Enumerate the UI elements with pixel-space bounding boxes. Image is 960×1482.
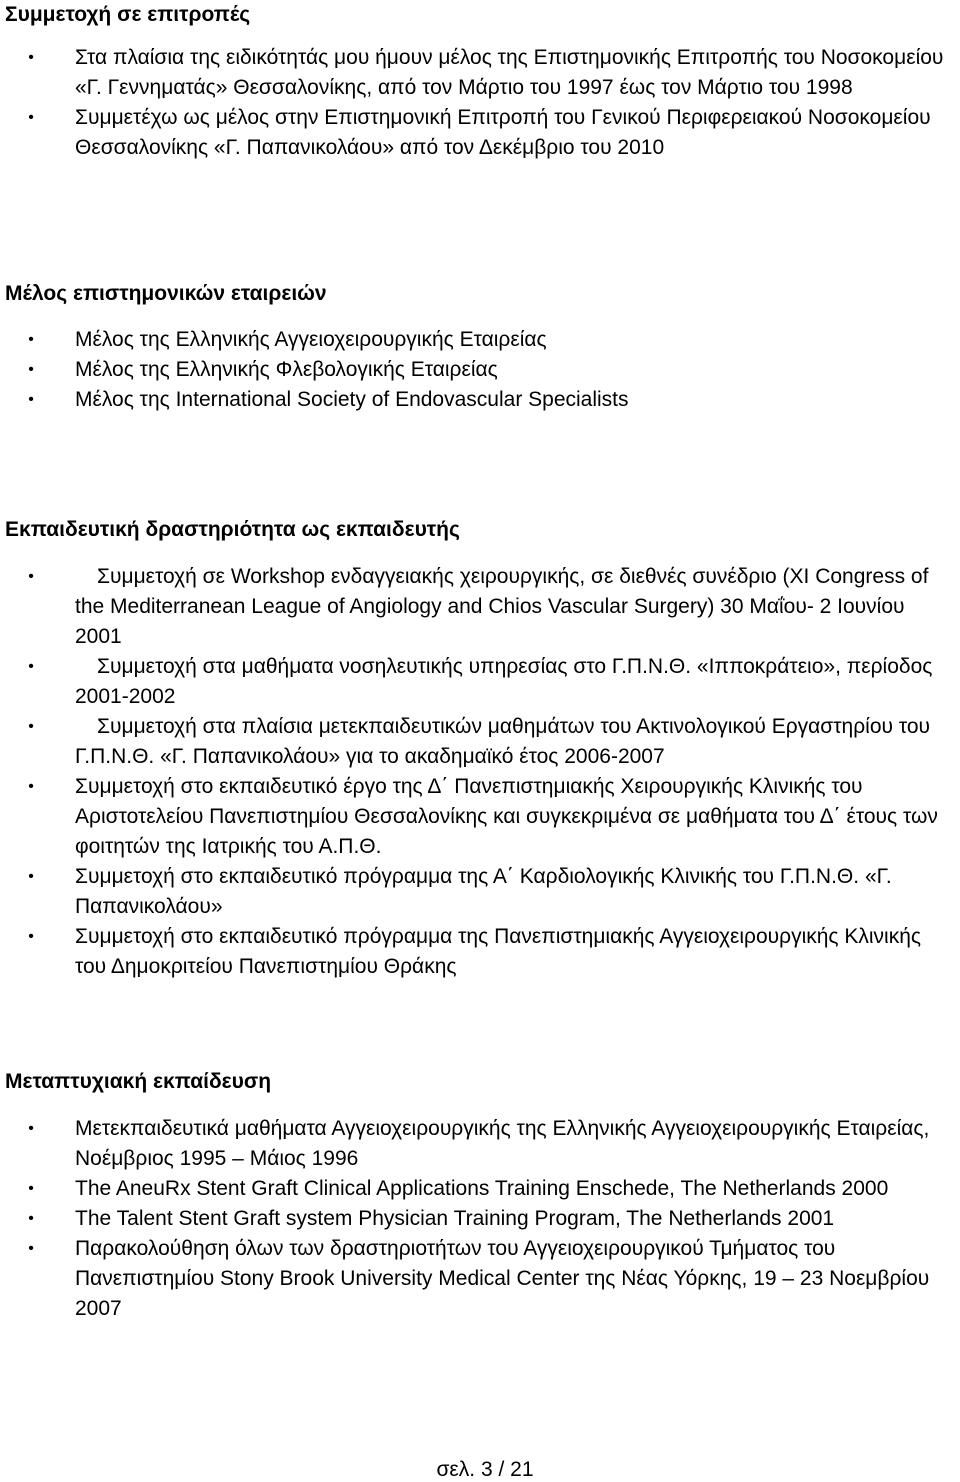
bullet-icon: • [28,331,34,348]
list-item: • The Talent Stent Graft system Physician Training Program, The Netherlands 2001 [0,1204,960,1234]
bullet-icon: • [28,1180,34,1197]
list-item: • Συμμετοχή στο εκπαιδευτικό πρόγραμμα της Α΄ Καρδιολογικής Κλινικής του Γ.Π.Ν.Θ. «Γ. Παπανικολάου» [0,862,960,922]
teaching-list [0,562,960,982]
bullet-icon: • [28,361,34,378]
bullet-icon: • [28,868,34,885]
list-item: • The AneuRx Stent Graft Clinical Applications Training Enschede, The Netherlands 2000 [0,1174,960,1204]
bullet-icon: • [28,1240,34,1257]
list-item: • Μετεκπαιδευτικά μαθήματα Αγγειοχειρουργικής της Ελληνικής Αγγειοχειρουργικής Εταιρείας, Νοέμβριος 1995 – Μάιος 1996 [0,1114,960,1174]
bullet-icon: • [28,928,34,945]
bullet-icon: • [28,778,34,795]
list-item: • Μέλος της Ελληνικής Φλεβολογικής Εταιρείας [0,355,960,385]
list-item: • Συμμετοχή στα μαθήματα νοσηλευτικής υπηρεσίας στο Γ.Π.Ν.Θ. «Ιπποκράτειο», περίοδος 2001-2002 [0,652,960,712]
section-title-postgraduate: Μεταπτυχιακή εκπαίδευση [5,1070,272,1093]
list-item: • Μέλος της Ελληνικής Αγγειοχειρουργικής Εταιρείας [0,325,960,355]
list-item: • Συμμετοχή στο εκπαιδευτικό πρόγραμμα της Πανεπιστημιακής Αγγειοχειρουργικής Κλινικής του Δημοκριτείου Πανεπιστημίου Θράκης [0,922,960,982]
list-item: • Μέλος της International Society of Endovascular Specialists [0,385,960,415]
list-item: • Στα πλαίσια της ειδικότητάς μου ήμουν μέλος της Επιστημονικής Επιτροπής του Νοσοκομείου «Γ. Γεννηματάς» Θεσσαλονίκης, από τον Μάρτιο του 1997 έως τον Μάρτιο του 1998 [0,43,960,103]
societies-list [0,325,960,415]
list-item: • Συμμετοχή σε Workshop ενδαγγειακής χειρουργικής, σε διεθνές συνέδριο (XI Congress of the Mediterranean League of Angiology and Chios Vascular Surgery) 30 Μαΐου- 2 Ιουνίου 2001 [0,562,960,652]
bullet-icon: • [28,568,34,585]
section-title-committees: Συμμετοχή σε επιτροπές [5,3,251,26]
page-number: σελ. 3 / 21 [436,1458,534,1481]
section-title-societies: Μέλος επιστημονικών εταιρειών [5,282,327,305]
postgraduate-list [0,1114,960,1324]
bullet-icon: • [28,49,34,66]
section-title-teaching: Εκπαιδευτική δραστηριότητα ως εκπαιδευτής [5,518,460,541]
bullet-icon: • [28,718,34,735]
bullet-icon: • [28,1120,34,1137]
bullet-icon: • [28,1210,34,1227]
bullet-icon: • [28,391,34,408]
list-item: • Συμμετέχω ως μέλος στην Επιστημονική Επιτροπή του Γενικού Περιφερειακού Νοσοκομείου Θεσσαλονίκης «Γ. Παπανικολάου» από τον Δεκέμβριο του 2010 [0,103,960,163]
committees-list [0,43,960,163]
list-item: • Παρακολούθηση όλων των δραστηριοτήτων του Αγγειοχειρουργικού Τμήματος του Πανεπιστημίου Stony Brook University Medical Center της Νέας Υόρκης, 19 – 23 Νοεμβρίου 2007 [0,1234,960,1324]
bullet-icon: • [28,109,34,126]
bullet-icon: • [28,658,34,675]
list-item: • Συμμετοχή στα πλαίσια μετεκπαιδευτικών μαθημάτων του Ακτινολογικού Εργαστηρίου του Γ.Π.Ν.Θ. «Γ. Παπανικολάου» για το ακαδημαϊκό έτος 2006-2007 [0,712,960,772]
list-item: • Συμμετοχή στο εκπαιδευτικό έργο της Δ΄ Πανεπιστημιακής Χειρουργικής Κλινικής του Αριστοτελείου Πανεπιστημίου Θεσσαλονίκης και συγκεκριμένα σε μαθήματα του Δ΄ έτους των φοιτητών της Ιατρικής του Α.Π.Θ. [0,772,960,862]
